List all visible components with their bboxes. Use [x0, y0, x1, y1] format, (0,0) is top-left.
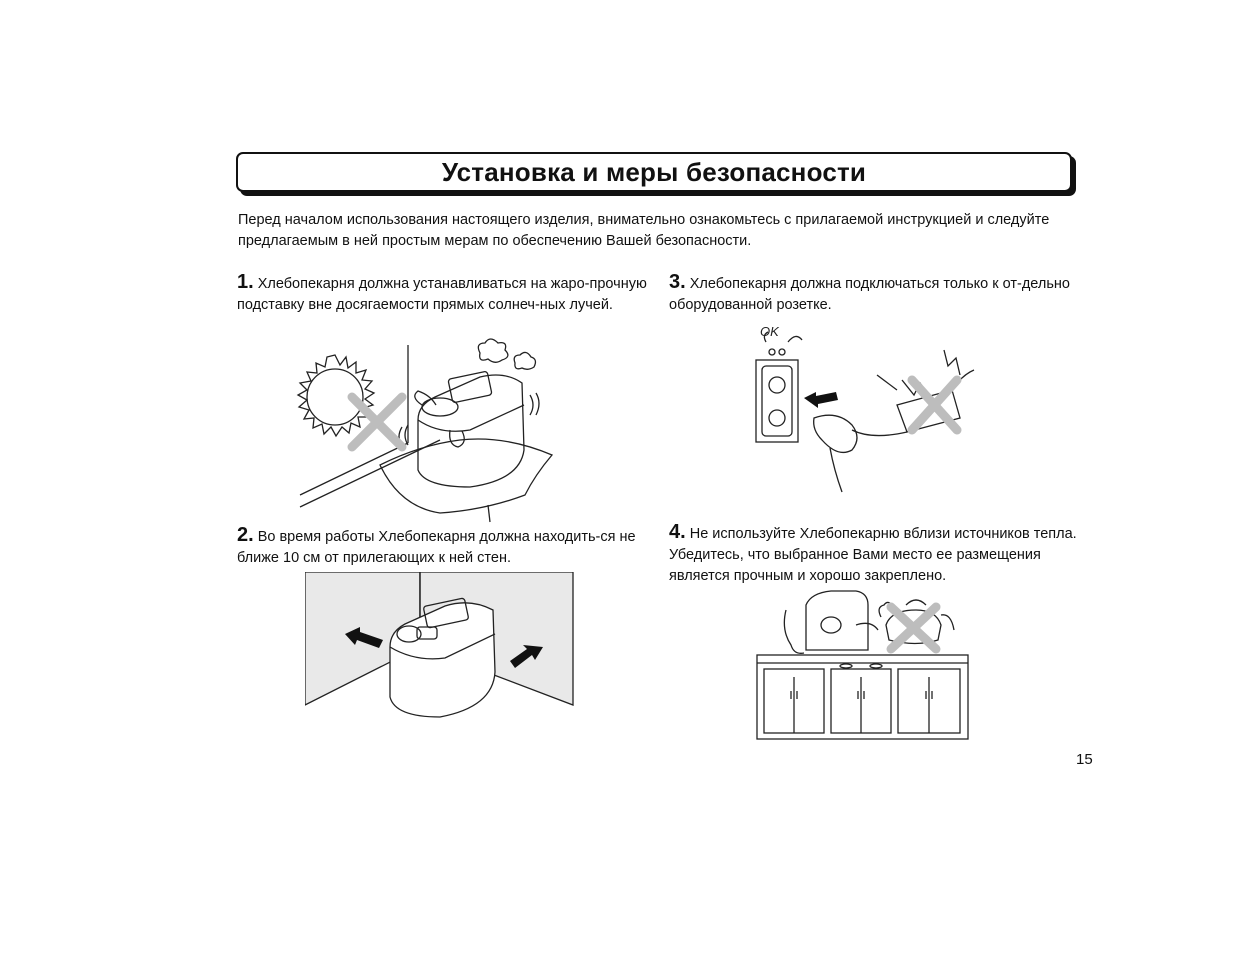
- item-text: Хлебопекарня должна подключаться только к от-дельно оборудованной розетке.: [669, 276, 1070, 313]
- item-text: Не используйте Хлебопекарню вблизи источников тепла. Убедитесь, что выбранное Вами место ее размещения является прочным и хорошо закреплено.: [669, 526, 1077, 584]
- ok-label: OK: [760, 324, 779, 339]
- intro-paragraph: Перед началом использования настоящего изделия, внимательно ознакомьтесь с прилагаемой инструкцией и следуйте предлагаемым в ней простым мерам по обеспечению Вашей безопасности.: [238, 212, 1050, 249]
- safety-item-1: [237, 272, 647, 316]
- outlet-illustration: [752, 320, 982, 495]
- page-title: Установка и меры безопасности: [441, 156, 867, 187]
- kitchen-heat-illustration: [756, 585, 971, 740]
- item-number: 2.: [237, 524, 254, 546]
- item-text: Хлебопекарня должна устанавливаться на жаро-прочную подставку вне досягаемости прямых солнеч-ных лучей.: [237, 276, 647, 313]
- title-box: [236, 152, 1072, 192]
- wall-distance-illustration: [305, 572, 575, 722]
- item-number: 3.: [669, 271, 686, 293]
- item-text: Во время работы Хлебопекарня должна находить-ся не ближе 10 см от прилегающих к ней стен.: [237, 529, 636, 566]
- safety-item-4: [669, 522, 1089, 587]
- item-number: 1.: [237, 271, 254, 293]
- item-number: 4.: [669, 521, 686, 543]
- sunlight-illustration: [290, 335, 560, 525]
- safety-item-3: [669, 272, 1089, 316]
- page-number: 15: [1076, 751, 1093, 768]
- safety-item-2: [237, 525, 647, 569]
